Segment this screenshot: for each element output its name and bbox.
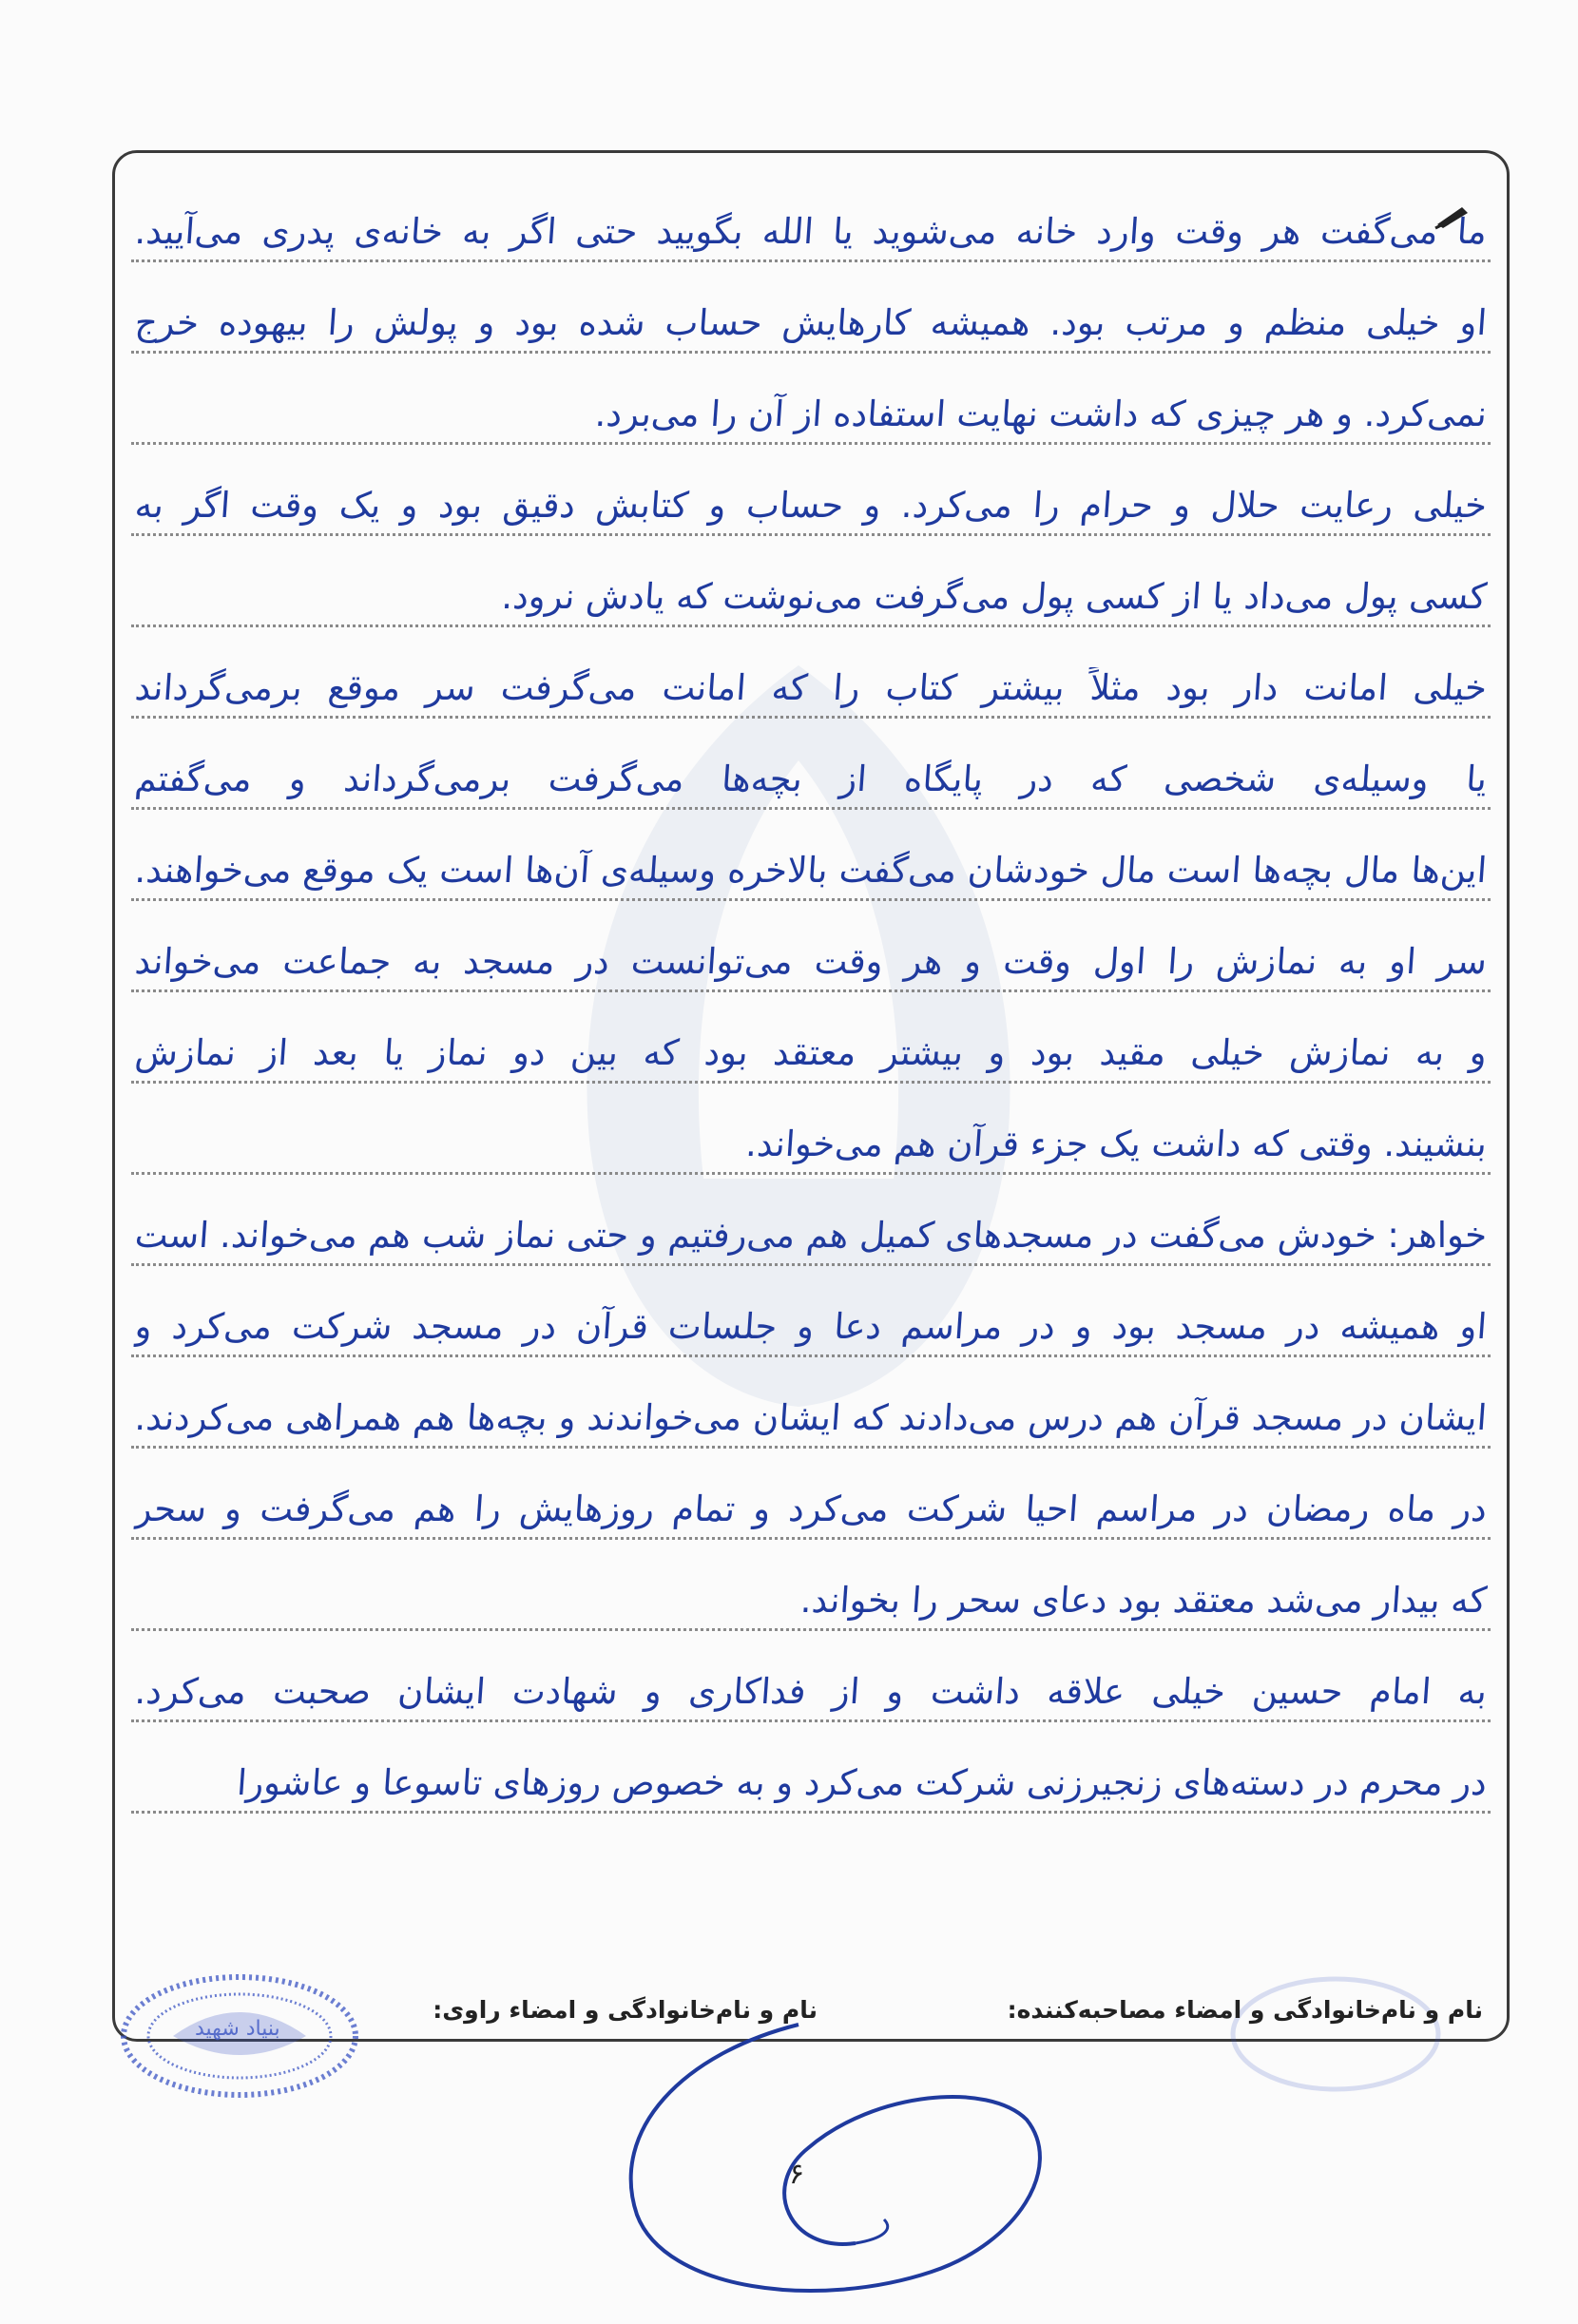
text-line <box>131 171 1491 262</box>
text-line <box>131 810 1491 901</box>
text-line <box>131 1357 1491 1449</box>
handwritten-line-text: سر او به نمازش را اول وقت و هر وقت می‌توانست در مسجد به جماعت می‌خواند <box>133 941 1489 982</box>
handwritten-line-text: یا وسیله‌ی شخصی که در پایگاه از بچه‌ها می‌گرفت برمی‌گرداند و می‌گفتم <box>133 759 1489 799</box>
text-line <box>131 992 1491 1084</box>
handwritten-line-text: خیلی رعایت حلال و حرام را می‌کرد. و حساب و کتابش دقیق بود و یک وقت اگر به <box>133 485 1489 526</box>
text-line <box>131 1175 1491 1266</box>
handwritten-line-text: ایشان در مسجد قرآن هم درس می‌دادند که ایشان می‌خواندند و بچه‌ها هم همراهی می‌کردند. <box>133 1397 1489 1438</box>
handwritten-line-text: در محرم در دسته‌های زنجیرزنی شرکت می‌کرد و به خصوص روزهای تاسوعا و عاشورا <box>235 1762 1489 1803</box>
speaker-label: خواهر: <box>1377 1215 1487 1256</box>
text-line <box>131 354 1491 445</box>
text-line <box>131 627 1491 719</box>
handwritten-text-area <box>122 171 1491 1977</box>
handwritten-line-text: بنشیند. وقتی که داشت یک جزء قرآن هم می‌خواند. <box>744 1124 1489 1164</box>
text-line <box>131 262 1491 354</box>
handwritten-line-text: خیلی امانت دار بود مثلاً بیشتر کتاب را که امانت می‌گرفت سر موقع برمی‌گرداند <box>133 667 1489 708</box>
handwritten-line-text: او خیلی منظم و مرتب بود. همیشه کارهایش حساب شده بود و پولش را بیهوده خرج <box>133 302 1489 343</box>
handwritten-line-text: به امام حسین خیلی علاقه داشت و از فداکاری و شهادت ایشان صحبت می‌کرد. <box>133 1671 1489 1712</box>
handwritten-signature <box>570 2015 1103 2319</box>
text-line <box>131 1722 1491 1814</box>
stamp-text: بنیاد شهید <box>195 2017 280 2041</box>
text-line <box>131 1540 1491 1631</box>
text-line <box>131 1084 1491 1175</box>
text-line <box>131 536 1491 627</box>
handwritten-line-text: او همیشه در مسجد بود و در مراسم دعا و جلسات قرآن در مسجد شرکت می‌کرد و <box>133 1306 1489 1347</box>
handwritten-line-text: خودش می‌گفت در مسجدهای کمیل هم می‌رفتیم و حتی نماز شب هم می‌خواند. است <box>133 1215 1378 1256</box>
handwritten-line-text: و به نمازش خیلی مقید بود و بیشتر معتقد بود که بین دو نماز یا بعد از نمازش <box>133 1032 1489 1073</box>
handwritten-line-text: کسی پول می‌داد یا از کسی پول می‌گرفت می‌نوشت که یادش نرود. <box>500 576 1489 617</box>
text-line <box>131 1266 1491 1357</box>
handwritten-line-text: در ماه رمضان در مراسم احیا شرکت می‌کرد و تمام روزهایش را هم می‌گرفت و سحر <box>133 1489 1489 1529</box>
faded-stamp <box>1226 1972 1445 2096</box>
interviewer-signature-label: نام و نام‌خانوادگی و امضاء مصاحبه‌کننده: <box>1007 1996 1483 2024</box>
text-line <box>131 1631 1491 1722</box>
text-line <box>131 719 1491 810</box>
text-line <box>131 1449 1491 1540</box>
narrator-signature-label: نام و نام‌خانوادگی و امضاء راوی: <box>433 1996 818 2024</box>
handwritten-line-text: که بیدار می‌شد معتقد بود دعای سحر را بخواند. <box>799 1580 1489 1621</box>
page-number: ۶ <box>788 2158 805 2191</box>
text-line <box>131 901 1491 992</box>
handwritten-line-text: ما می‌گفت هر وقت وارد خانه می‌شوید یا الله بگویید حتی اگر به خانه‌ی پدری می‌آیید. <box>133 211 1489 252</box>
handwritten-line-text: نمی‌کرد. و هر چیزی که داشت نهایت استفاده از آن را می‌برد. <box>593 394 1489 434</box>
handwritten-line-text: این‌ها مال بچه‌ها است مال خودشان می‌گفت بالاخره وسیله‌ی آن‌ها است یک موقع می‌خواهند. <box>133 850 1489 891</box>
text-line <box>131 445 1491 536</box>
